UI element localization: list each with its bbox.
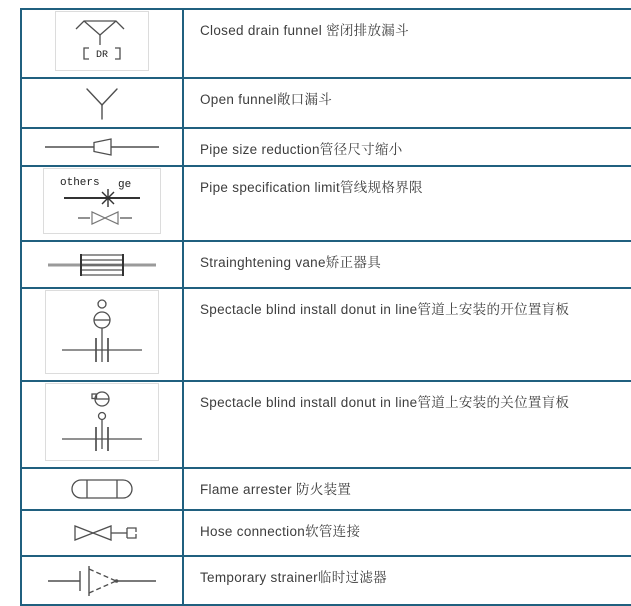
row-label: Pipe size reduction管径尺寸缩小 — [200, 142, 403, 157]
symbol-image-box — [45, 383, 159, 461]
symbol-image-box — [45, 290, 159, 374]
table-row — [21, 241, 631, 288]
description-cell — [183, 78, 631, 128]
pipe-specification-limit-icon — [52, 172, 152, 230]
row-label: Closed drain funnel 密闭排放漏斗 — [200, 23, 409, 38]
description-cell — [183, 241, 631, 288]
description-cell — [183, 510, 631, 556]
row-label: Temporary strainer临时过滤器 — [200, 570, 387, 585]
spec-limit-right-text: ge — [118, 179, 132, 191]
symbol-image-box — [43, 168, 161, 234]
symbol-cell — [21, 128, 183, 166]
spectacle-blind-closed-icon — [54, 387, 150, 457]
table-row — [21, 468, 631, 510]
symbol-cell — [21, 9, 183, 78]
symbol-cell — [21, 288, 183, 381]
flame-arrester-icon — [47, 472, 157, 506]
spec-limit-left-text: others — [60, 177, 100, 189]
symbol-cell — [21, 78, 183, 128]
description-cell — [183, 381, 631, 468]
symbol-cell — [21, 556, 183, 605]
symbol-legend — [20, 8, 631, 606]
symbol-cell — [21, 241, 183, 288]
open-funnel-icon — [72, 81, 132, 125]
temporary-strainer-icon — [43, 561, 161, 601]
symbol-image-box — [55, 11, 149, 71]
table-row — [21, 381, 631, 468]
straightening-vane-icon — [43, 246, 161, 284]
row-label: Pipe specification limit管线规格界限 — [200, 180, 423, 195]
spectacle-blind-open-icon — [54, 294, 150, 370]
description-cell — [183, 556, 631, 605]
table-row — [21, 9, 631, 78]
table-row — [21, 166, 631, 241]
table-row — [21, 78, 631, 128]
description-cell — [183, 288, 631, 381]
hose-connection-icon — [47, 515, 157, 551]
description-cell — [183, 468, 631, 510]
closed-drain-funnel-icon — [64, 15, 140, 67]
table-row — [21, 288, 631, 381]
row-label: Hose connection软管连接 — [200, 524, 361, 539]
table-row — [21, 556, 631, 605]
description-cell — [183, 128, 631, 166]
symbol-cell — [21, 510, 183, 556]
symbol-cell — [21, 381, 183, 468]
symbol-cell — [21, 468, 183, 510]
table-row — [21, 510, 631, 556]
symbol-cell — [21, 166, 183, 241]
pipe-size-reduction-icon — [37, 130, 167, 164]
row-label: Spectacle blind install donut in line管道上安装的开位置肓板 — [200, 302, 570, 317]
symbol-legend-table — [20, 8, 631, 606]
row-label: Flame arrester 防火装置 — [200, 482, 352, 497]
row-label: Open funnel敞口漏斗 — [200, 92, 333, 107]
description-cell — [183, 166, 631, 241]
row-label: Spectacle blind install donut in line管道上安装的关位置肓板 — [200, 395, 570, 410]
row-label: Strainghtening vane矫正器具 — [200, 255, 381, 270]
table-row — [21, 128, 631, 166]
drain-funnel-tag-text: DR — [95, 50, 109, 61]
description-cell — [183, 9, 631, 78]
